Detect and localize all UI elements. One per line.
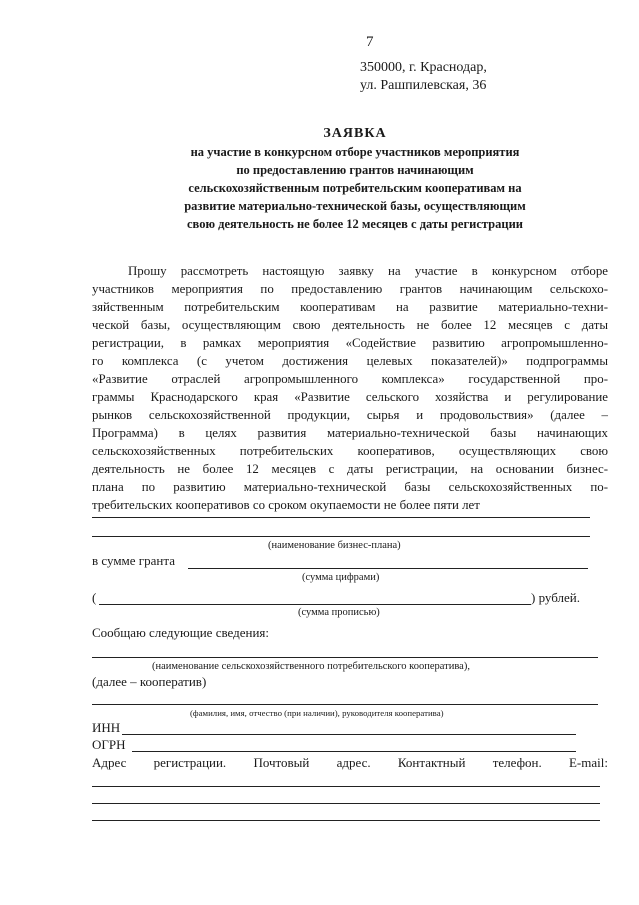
coop-short-label: (далее – кооператив) — [92, 674, 207, 689]
paragraph-line: граммы Краснодарского края «Развитие сельского хозяйства и регулирование — [92, 390, 608, 404]
ogrn-label: ОГРН — [92, 737, 126, 752]
address-word: телефон. — [492, 755, 542, 770]
info-label: Сообщаю следующие сведения: — [92, 625, 270, 640]
address-line-2: ул. Рашпилевская, 36 — [360, 78, 487, 93]
business-plan-caption: (наименование бизнес-плана) — [268, 540, 401, 551]
address-word: Почтовый — [253, 755, 310, 770]
page-number: 7 — [366, 34, 374, 50]
application-paragraph — [92, 262, 608, 514]
title-line-3: сельскохозяйственным потребительским кооперативам на — [188, 181, 522, 195]
paragraph-line: участников мероприятия по предоставлению грантов начинающим сельскохо- — [92, 282, 608, 296]
contact-field-line-2[interactable] — [92, 803, 600, 804]
document-title: ЗАЯВКА — [323, 126, 387, 141]
coop-name-field[interactable] — [92, 657, 598, 658]
contact-field-line-1[interactable] — [92, 786, 600, 787]
sum-words-caption: (сумма прописью) — [298, 607, 380, 618]
head-name-caption: (фамилия, имя, отчество (при наличии), руководителя кооператива) — [190, 708, 444, 718]
paragraph-line: ческой базы, осуществляющим свою деятельность не более 12 месяцев с даты — [92, 318, 608, 332]
grant-sum-label: в сумме гранта — [92, 553, 175, 568]
paragraph-line: рынков сельскохозяйственной продукции, сырья и продовольствия» (далее – — [92, 408, 608, 422]
rubles-label: ) рублей. — [531, 590, 580, 605]
paragraph-line: деятельность не более 12 месяцев с даты регистрации, на основании бизнес- — [92, 462, 608, 476]
grant-sum-digits-field[interactable] — [188, 568, 588, 569]
business-plan-input-line-2[interactable] — [92, 536, 590, 537]
address-word: адрес. — [336, 755, 371, 770]
head-name-field[interactable] — [92, 704, 598, 705]
coop-name-caption: (наименование сельскохозяйственного потребительского кооператива), — [152, 661, 470, 672]
address-word: регистрации. — [153, 755, 227, 770]
ogrn-field[interactable] — [132, 751, 576, 752]
title-line-2: по предоставлению грантов начинающим — [236, 163, 474, 177]
paragraph-line: требительских кооперативов со сроком окупаемости не более пяти лет — [92, 498, 480, 512]
title-line-5: свою деятельность не более 12 месяцев с даты регистрации — [187, 217, 523, 231]
paragraph-line: го комплекса (с учетом достижения целевых показателей)» подпрограммы — [92, 354, 608, 368]
sum-digits-caption: (сумма цифрами) — [302, 572, 380, 583]
inn-field[interactable] — [122, 734, 576, 735]
open-paren: ( — [92, 590, 97, 605]
paragraph-line: сельскохозяйственных потребительских кооперативов, осуществляющих свою — [92, 444, 608, 458]
inn-label: ИНН — [92, 720, 121, 735]
paragraph-line: зяйственным потребительским кооперативам на развитие материально-техни- — [92, 300, 608, 314]
paragraph-line: «Развитие отраслей агропромышленного комплекса» государственной про- — [92, 372, 608, 386]
title-line-4: развитие материально-технической базы, осуществляющим — [184, 199, 526, 213]
contact-details-line — [92, 755, 608, 771]
contact-field-line-3[interactable] — [92, 820, 600, 821]
paragraph-line: Программа) в целях развития материально-технической базы начинающих — [92, 426, 608, 440]
grant-sum-words-field[interactable] — [99, 604, 531, 605]
address-line-1: 350000, г. Краснодар, — [360, 60, 487, 75]
business-plan-input-line-1[interactable] — [92, 517, 590, 518]
title-line-1: на участие в конкурсном отборе участников мероприятия — [190, 145, 520, 159]
paragraph-line: плана по развитию материально-технической базы сельскохозяйственных по- — [92, 480, 608, 494]
paragraph-line: Прошу рассмотреть настоящую заявку на участие в конкурсном отборе — [128, 264, 608, 278]
address-word: E-mail: — [568, 755, 608, 770]
address-word: Адрес — [92, 755, 127, 770]
paragraph-line: регистрации, в рамках мероприятия «Содействие развитию агропромышленно- — [92, 336, 608, 350]
address-word: Контактный — [397, 755, 466, 770]
